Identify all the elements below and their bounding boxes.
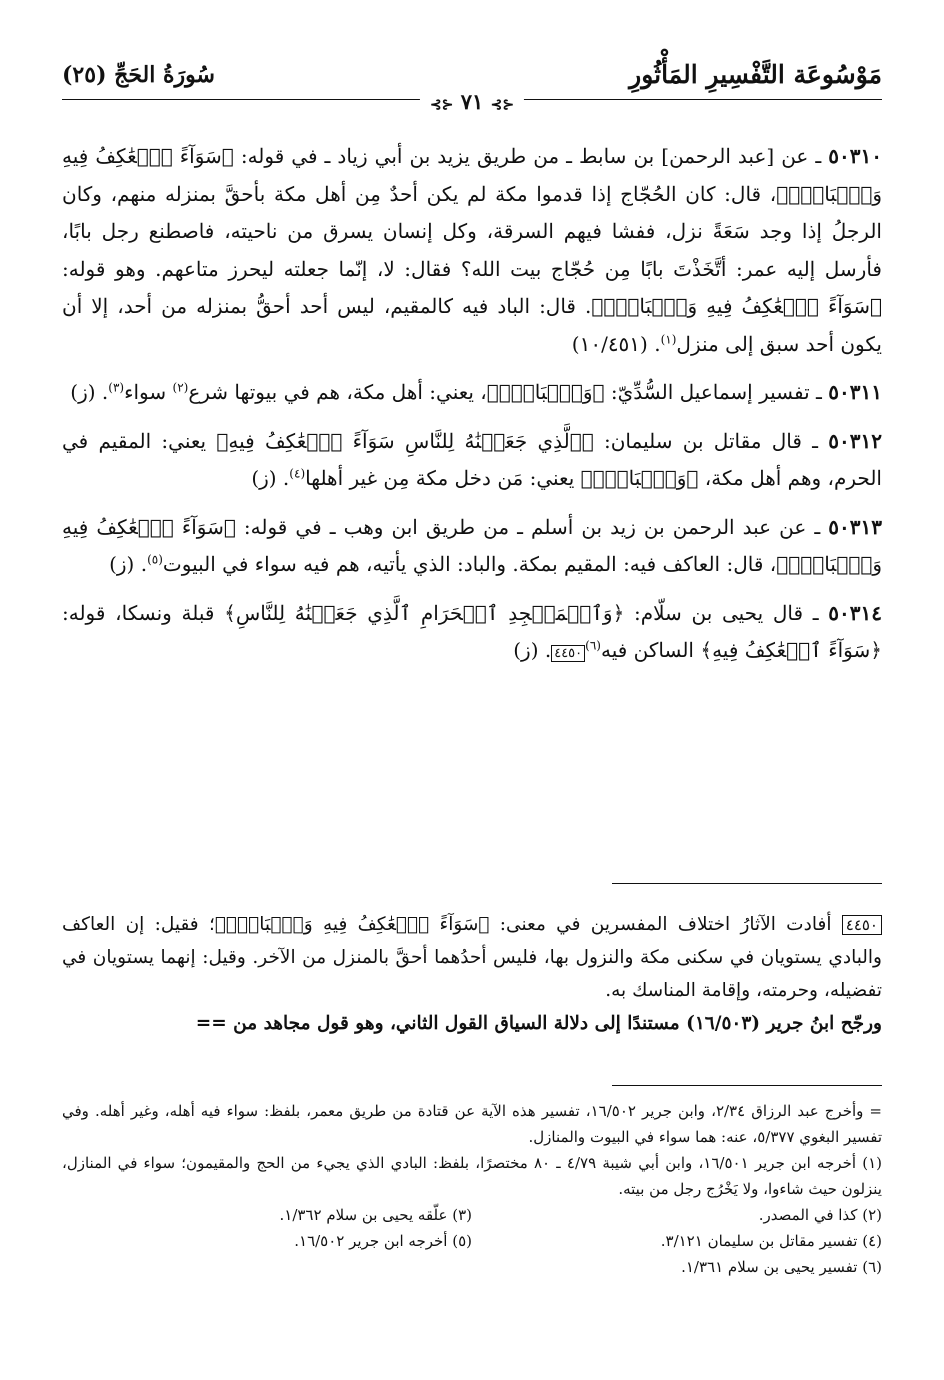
entry-50310 (62, 138, 882, 363)
footnote-ref: (٤) (289, 466, 306, 481)
footnote-4: (٤) تفسير مقاتل بن سليمان ٣/١٢١. (660, 1232, 882, 1250)
ornament-icon: ⊰⊱ (490, 97, 515, 113)
footnote-3: (٣) علّقه يحيى بن سلام ١/٣٦٢. (279, 1206, 472, 1224)
footnote-ref: (٢) (172, 380, 189, 395)
entry-source: . (١٠/٤٥١) (571, 331, 661, 356)
footnote-5: (٥) أخرجه ابن جرير ١٦/٥٠٢. (294, 1232, 472, 1250)
footnote-row (62, 1228, 882, 1254)
surah-title: سُورَةُ الحَجِّ (٢٥) (62, 62, 215, 88)
footnotes (62, 1098, 882, 1280)
comment-separator (612, 883, 882, 884)
footnote-row (62, 1202, 882, 1228)
entry-source: . (ز) (70, 380, 109, 404)
entry-text: ـ قال يحيى بن سلّام: ﴿وَٱلۡمَسۡجِدِ ٱلۡحَرَامِ ٱلَّذِي جَعَلۡنَٰهُ لِلنَّاسِ﴾ قبلة ونسكا، قوله: ﴿سَوَآءً ٱلۡعَٰكِفُ فِيهِ﴾ الساكن فيه (62, 600, 882, 662)
footnotes-separator (612, 1085, 882, 1086)
ornament-icon: ⊰⊱ (429, 97, 454, 113)
entry-50313 (62, 509, 882, 584)
entry-50312 (62, 423, 882, 498)
comment-paragraph-2: ورجّح ابنُ جرير (١٦/٥٠٣) مستندًا إلى دلالة السياق القول الثاني، وهو قول مجاهد من == (195, 1013, 882, 1034)
editor-comment (62, 908, 882, 1040)
entry-source: . (ز) (251, 466, 290, 490)
footnote-continuation: = وأخرج عبد الرزاق ٢/٣٤، وابن جرير ١٦/٥٠٢، تفسير هذه الآية عن قتادة من طريق معمر، بلفظ: سواء فيه أهله، وغير أهله. وفي تفسير البغوي ٥/٣٧٧، عنه: هما سواء في البيوت والمنازل. (62, 1102, 882, 1146)
comment-paragraph (62, 908, 882, 1007)
footnote-6: (٦) تفسير يحيى بن سلام ١/٣٦١. (681, 1258, 882, 1276)
footnote-ref: (٣) (108, 380, 125, 395)
entry-source: . (ز) (109, 552, 148, 576)
main-text (62, 138, 882, 681)
footnote-ref: (٦) (585, 638, 601, 653)
entry-text: ـ تفسير إسماعيل السُّدِّيّ: ﴿وَٱلۡبَادِۚ﴾، يعني: أهل مكة، هم في بيوتها شرع (188, 380, 822, 404)
entry-text: ـ عن عبد الرحمن بن زيد بن أسلم ـ من طريق ابن وهب ـ في قوله: ﴿سَوَآءً ٱلۡعَٰكِفُ فِيهِ وَٱلۡبَادِۚ﴾، قال: العاكف فيه: المقيم بمكة. والباد: الذي يأتيه، هم فيه سواء في البيوت (62, 514, 882, 576)
comment-text: أفادت الآثارُ اختلاف المفسرين في معنى: ﴿سَوَآءً ٱلۡعَٰكِفُ فِيهِ وَٱلۡبَادِۚ﴾؛ فقيل: إن العاكف والبادي يستويان في سكنى مكة والنزول بها، فليس أحدُهما أحقَّ بالمنزل من الآخر. وقيل: إنهما يستويان في تفضيله، وحرمته، وإقامة المناسك به. (62, 914, 882, 1001)
comment-number-box: ٤٤٥٠ (842, 915, 882, 935)
entry-number: ٥٠٣١٣ (828, 514, 883, 539)
page-header (62, 58, 882, 116)
page-number: ٧١ (460, 89, 484, 114)
entry-number: ٥٠٣١١ (828, 380, 882, 404)
entry-number: ٥٠٣١٠ (828, 144, 882, 168)
entry-number: ٥٠٣١٢ (828, 428, 882, 453)
entry-text: ـ قال مقاتل بن سليمان: ﴿ٱلَّذِي جَعَلۡنَٰهُ لِلنَّاسِ سَوَآءً ٱلۡعَٰكِفُ فِيهِ﴾ يعني: المقيم في الحرم، وهم أهل مكة، ﴿وَٱلۡبَادِۚ﴾ يعني: مَن دخل مكة مِن غير أهلها (62, 428, 882, 490)
page-number-block (420, 89, 524, 114)
book-title: مَوْسُوعَة التَّفْسِيرِ المَأْثُورِ (629, 60, 882, 89)
entry-50311 (62, 374, 882, 412)
footnote-ref: (١) (660, 331, 677, 346)
entry-number: ٥٠٣١٤ (828, 600, 883, 625)
footnote-ref: (٥) (147, 552, 163, 567)
entry-text: ـ عن [عبد الرحمن] بن سابط ـ من طريق يزيد بن أبي زياد ـ في قوله: ﴿سَوَآءً ٱلۡعَٰكِفُ فِيهِ وَٱلۡبَادِۚ﴾، قال: كان الحُجّاج إذا قدموا مكة لم يكن أحدٌ مِن أهل مكة بأحقَّ بمنزله منهم، وكان الرجلُ إذا وجد سَعَةً نزل، ففشا فيهم السرقة، وكل إنسان يسرق من ناحيته، فاصطنع رجل بابًا، فأرسل إليه عمر: أتَّخَذْتَ بابًا مِن حُجّاج بيت الله؟ فقال: لا، إنّما جعلته ليحرز متاعهم. وهو قوله: ﴿سَوَآءً ٱلۡعَٰكِفُ فِيهِ وَٱلۡبَادِۚ﴾. قال: الباد فيه كالمقيم، ليس أحد أحقُّ بمنزله من أحد، إلا أن يكون أحد سبق إلى منزل (62, 144, 882, 356)
comment-ref-box: ٤٤٥٠ (551, 645, 585, 662)
footnote-1: (١) أخرجه ابن جرير ١٦/٥٠١، وابن أبي شيبة ٤/٧٩ ـ ٨٠ مختصرًا، بلفظ: البادي الذي يجيء من الحج والمقيمون؛ سواء في المنازل، ينزلون حيث شاءوا، ولا يَخْرُج رجل من بيته. (62, 1154, 882, 1198)
entry-source: . (ز) (513, 638, 552, 662)
entry-50314 (62, 595, 882, 670)
entry-text-cont: سواء (124, 380, 173, 404)
footnote-2: (٢) كذا في المصدر. (758, 1206, 882, 1224)
